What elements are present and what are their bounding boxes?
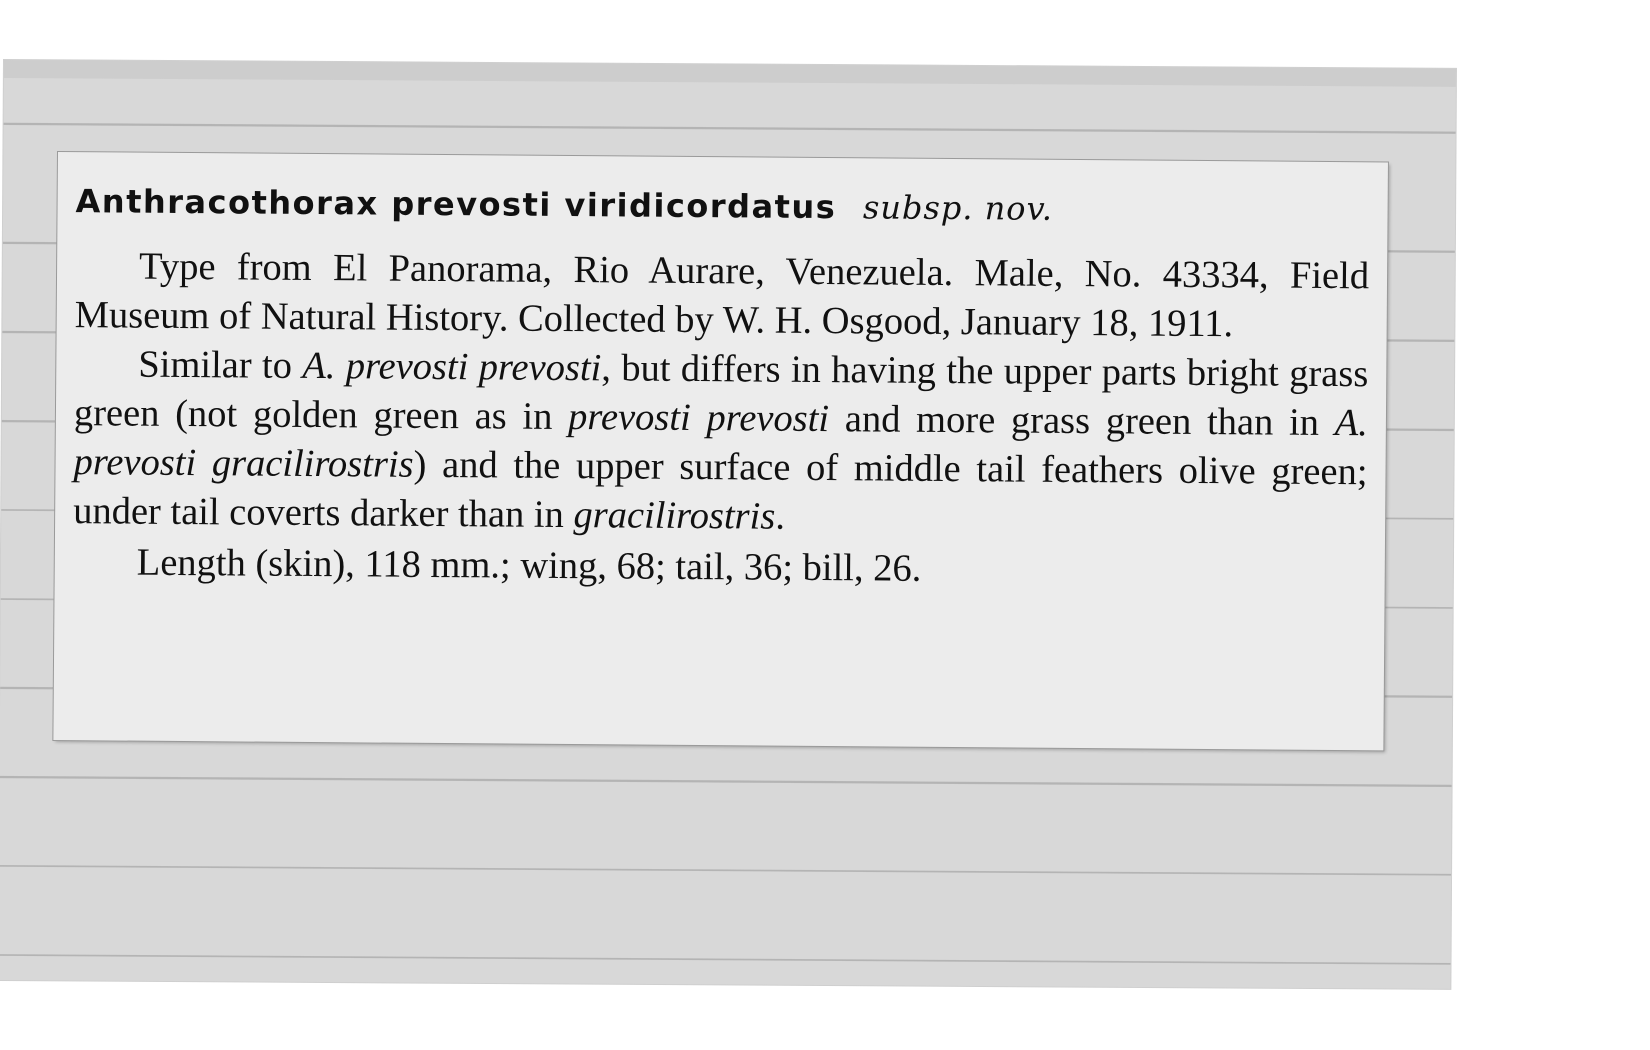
- title-status: subsp. nov.: [862, 188, 1054, 228]
- description-text-3: and more grass green than in: [828, 398, 1335, 445]
- card-top-strip: [4, 60, 1456, 87]
- title-subspecies: viridicordatus: [564, 185, 837, 227]
- type-paragraph: Type from El Panorama, Rio Aurare, Venezuela. Male, No. 43334, Field Museum of Natural History. Collected by W. H. Osgood, January 18, 1911.: [74, 245, 1370, 346]
- description-text-4: ) and the upper surface of middle tail feathers olive green; under tail coverts darker than in: [73, 443, 1368, 537]
- description-paragraph: [73, 340, 1368, 546]
- title-species: prevosti: [391, 184, 552, 224]
- description-text-2: , but differs in having the upper parts bright grass green (not golden green as in: [73, 347, 1369, 439]
- title-genus: Anthracothorax: [75, 182, 379, 223]
- description-taxon-2: prevosti prevosti: [567, 396, 830, 441]
- description-taxon-4: gracilirostris: [573, 494, 776, 538]
- description-taxon-1: A. prevosti prevosti: [302, 344, 602, 390]
- printed-label: [53, 152, 1388, 750]
- description-taxon-3: A. prevosti gracilirostris: [73, 402, 1369, 486]
- measurements-paragraph: Length (skin), 118 mm.; wing, 68; tail, 36; bill, 26.: [136, 541, 922, 590]
- description-text-1: Similar to: [138, 343, 303, 387]
- species-title: [75, 182, 1369, 230]
- description-text-5: .: [775, 495, 786, 538]
